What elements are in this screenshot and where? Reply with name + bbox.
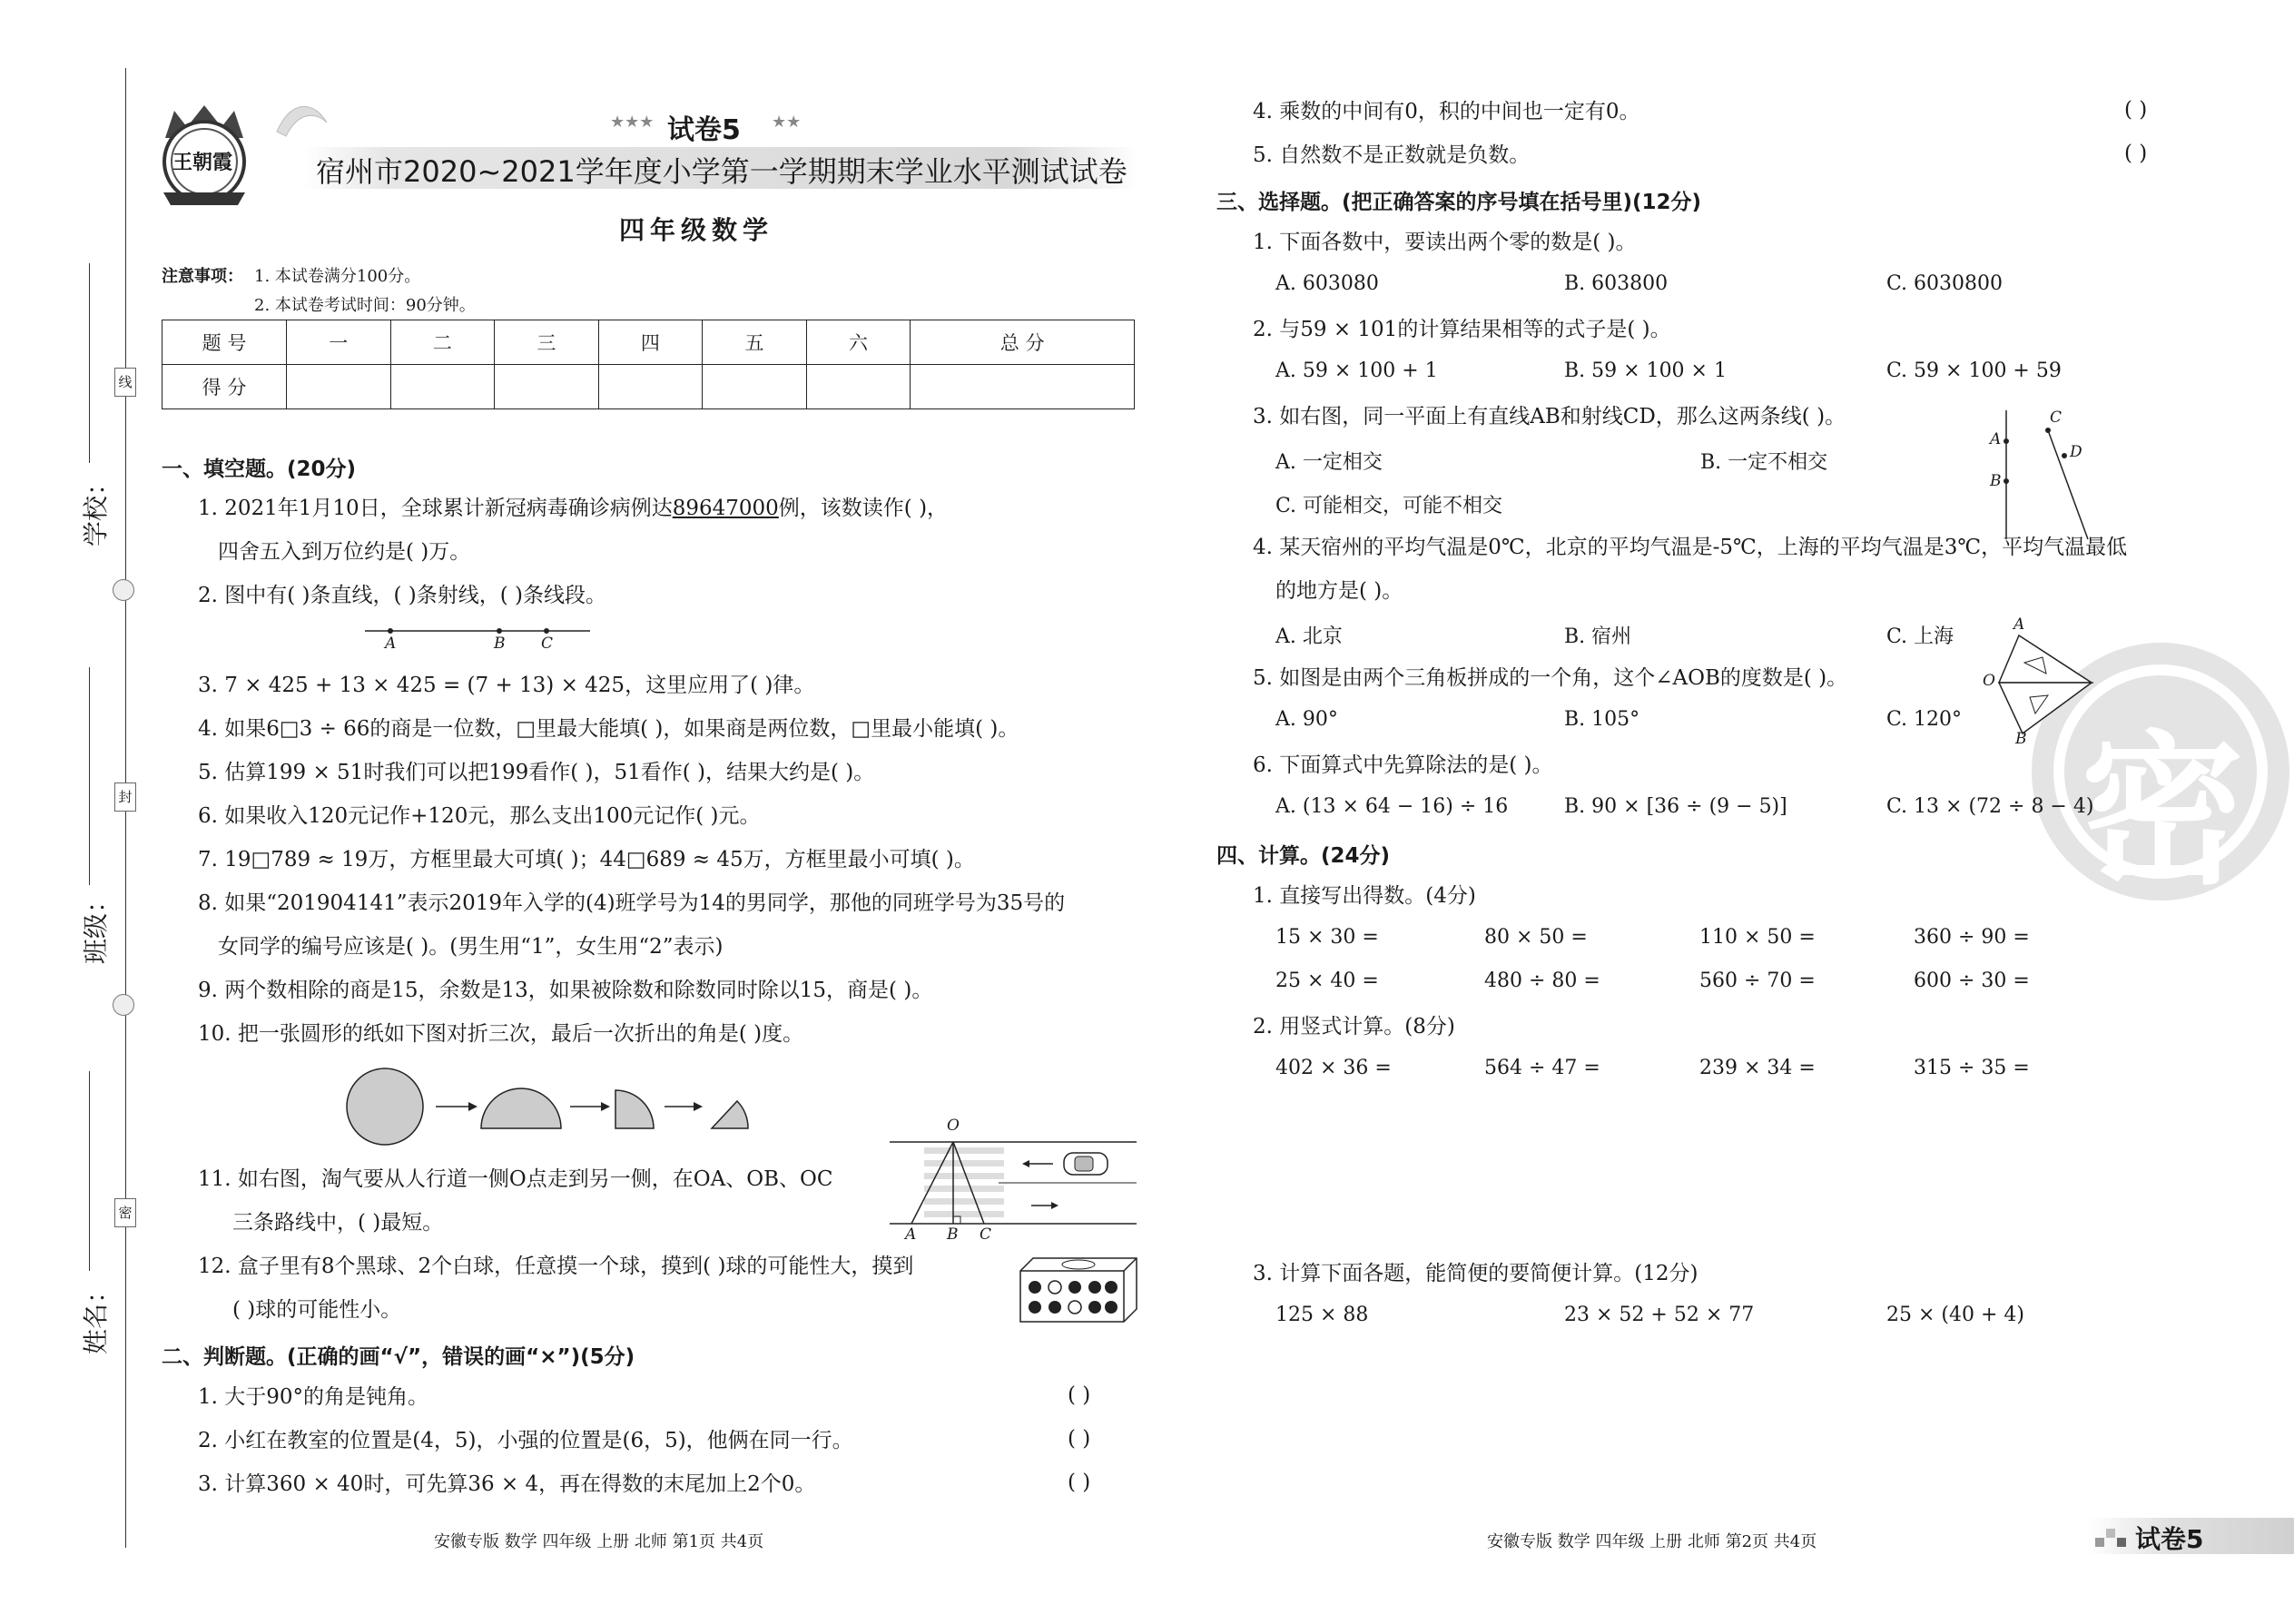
s2-q1-answer[interactable]: ( ) xyxy=(1068,1383,1091,1407)
s3-q4-opt-a[interactable]: A. 北京 xyxy=(1275,625,1343,648)
ribbon-decoration xyxy=(272,95,336,145)
s4-part1: 1. 直接写出得数。(4分) xyxy=(1253,884,1476,908)
exam-title: 宿州市2020~2021学年度小学第一学期期末学业水平测试试卷 xyxy=(316,154,1127,189)
s3-q3-label-b: B xyxy=(1990,472,2002,490)
s3-q4-line1: 4. 某天宿州的平均气温是0℃，北京的平均气温是-5℃，上海的平均气温是3℃，平均气温最低 xyxy=(1253,536,2128,559)
s1-q12-ballbox-figure xyxy=(1017,1255,1140,1325)
s4-p1-item: 15 × 30 = xyxy=(1275,926,1379,949)
score-cell[interactable] xyxy=(598,365,703,409)
logo-text: 王朝霞 xyxy=(172,151,233,174)
notes-label: 注意事项： xyxy=(162,267,243,286)
s1-q9: 9. 两个数相除的商是15，余数是13，如果被除数和除数同时除以15，商是( )。 xyxy=(198,979,933,1002)
score-col-1: 一 xyxy=(287,320,391,365)
s3-q6-opt-a[interactable]: A. (13 × 64 − 16) ÷ 16 xyxy=(1275,795,1509,818)
s1-q12-line1: 12. 盒子里有8个黑球、2个白球，任意摸一个球，摸到( )球的可能性大，摸到 xyxy=(198,1255,914,1278)
s4-part3: 3. 计算下面各题，能简便的要简便计算。(12分) xyxy=(1253,1262,1698,1285)
cut-mark-secret: 密 xyxy=(114,1198,136,1227)
s1-q1-number: 89647000 xyxy=(672,497,779,520)
paper-number: 试卷5 xyxy=(667,114,741,146)
class-blank[interactable] xyxy=(89,667,90,885)
s3-q2-opt-c[interactable]: C. 59 × 100 + 59 xyxy=(1886,359,2062,382)
score-cell[interactable] xyxy=(390,365,495,409)
s1-q6: 6. 如果收入120元记作+120元，那么支出100元记作( )元。 xyxy=(198,804,761,828)
s2-q2-answer[interactable]: ( ) xyxy=(1068,1427,1091,1451)
s1-q2-figure xyxy=(363,622,599,658)
s1-q11-label-o: O xyxy=(947,1117,960,1135)
s4-p1-item: 80 × 50 = xyxy=(1484,926,1588,949)
score-col-4: 四 xyxy=(598,320,703,365)
s1-q2-label-b: B xyxy=(494,635,506,653)
score-cell[interactable] xyxy=(287,365,391,409)
s4-p3-item: 23 × 52 + 52 × 77 xyxy=(1564,1304,1755,1326)
s2-q5-answer[interactable]: ( ) xyxy=(2124,142,2148,165)
s1-q12-line2: ( )球的可能性小。 xyxy=(232,1298,402,1322)
s1-q1-line2: 四舍五入到万位约是( )万。 xyxy=(218,540,471,564)
cut-mark-line: 线 xyxy=(114,368,136,397)
s2-q3-answer[interactable]: ( ) xyxy=(1068,1471,1091,1494)
s4-p1-item: 360 ÷ 90 = xyxy=(1914,926,2030,949)
score-col-6: 六 xyxy=(806,320,911,365)
name-blank[interactable] xyxy=(89,1071,90,1271)
s4-part2: 2. 用竖式计算。(8分) xyxy=(1253,1015,1455,1038)
s1-q11-line1: 11. 如右图，淘气要从人行道一侧O点走到另一侧，在OA、OB、OC xyxy=(198,1167,833,1191)
s1-q8-line1: 8. 如果“201904141”表示2019年入学的(4)班学号为14的男同学，那他的同班学号为35号的 xyxy=(198,891,1066,915)
s3-q5-opt-b[interactable]: B. 105° xyxy=(1564,708,1640,731)
s3-q1: 1. 下面各数中，要读出两个零的数是( )。 xyxy=(1253,231,1637,254)
s3-q1-opt-a[interactable]: A. 603080 xyxy=(1275,272,1379,295)
s3-q3-lines-figure xyxy=(1979,407,2097,543)
footer-tag: 试卷5 xyxy=(2135,1524,2204,1554)
logo xyxy=(156,102,252,211)
score-header-row xyxy=(162,320,1135,365)
s3-q3-label-c: C xyxy=(2050,408,2063,427)
s1-q5: 5. 估算199 × 51时我们可以把199看作( )，51看作( )，结果大约是( )。 xyxy=(198,761,875,784)
s3-q1-opt-c[interactable]: C. 6030800 xyxy=(1886,272,2004,295)
footer-left: 安徽专版 数学 四年级 上册 北师 第1页 共4页 xyxy=(434,1532,764,1551)
binding-hole-1 xyxy=(113,579,134,601)
s3-q5-triangle-figure xyxy=(1979,615,2097,750)
s2-q3: 3. 计算360 × 40时，可先算36 × 4，再在得数的末尾加上2个0。 xyxy=(198,1472,816,1496)
s1-q11-crosswalk-figure xyxy=(890,1117,1137,1249)
score-cell[interactable] xyxy=(703,365,807,409)
footer-right: 安徽专版 数学 四年级 上册 北师 第2页 共4页 xyxy=(1487,1532,1817,1551)
notes-item-1: 1. 本试卷满分100分。 xyxy=(254,267,421,286)
score-cell[interactable] xyxy=(495,365,599,409)
footer-tag-squares xyxy=(2095,1527,2132,1552)
s4-p1-item: 600 ÷ 30 = xyxy=(1914,969,2030,992)
s1-q7: 7. 19□789 ≈ 19万，方框里最大可填( )；44□689 ≈ 45万，方框里最小可填( )。 xyxy=(198,848,975,871)
s3-q6-opt-b[interactable]: B. 90 × [36 ÷ (9 − 5)] xyxy=(1564,795,1787,818)
s1-q3: 3. 7 × 425 + 13 × 425 = (7 + 13) × 425，这里应用了( )律。 xyxy=(198,674,815,697)
s3-q3: 3. 如右图，同一平面上有直线AB和射线CD，那么这两条线( )。 xyxy=(1253,405,1846,428)
score-col-total: 总 分 xyxy=(911,320,1135,365)
s2-q4: 4. 乘数的中间有0，积的中间也一定有0。 xyxy=(1253,100,1640,123)
cut-mark-seal: 封 xyxy=(114,782,136,812)
school-blank[interactable] xyxy=(89,263,90,463)
s3-q5-label-a: A xyxy=(2013,615,2025,634)
s3-q5-opt-a[interactable]: A. 90° xyxy=(1275,708,1338,731)
s3-q4-opt-b[interactable]: B. 宿州 xyxy=(1564,625,1632,648)
s2-q2: 2. 小红在教室的位置是(4，5)，小强的位置是(6，5)，他俩在同一行。 xyxy=(198,1429,853,1452)
s1-q1-line1 xyxy=(198,495,948,522)
s3-q4-opt-c[interactable]: C. 上海 xyxy=(1886,625,1954,648)
name-label: 姓名： xyxy=(81,1277,112,1355)
paper-stars-left: ★★★ xyxy=(610,113,655,132)
s3-q5-opt-c[interactable]: C. 120° xyxy=(1886,708,1963,731)
section3-title: 三、选择题。(把正确答案的序号填在括号里)(12分) xyxy=(1216,191,1702,214)
section4-title: 四、计算。(24分) xyxy=(1216,844,1391,868)
score-cell[interactable] xyxy=(806,365,911,409)
s4-p2-item: 402 × 36 = xyxy=(1275,1057,1392,1079)
s1-q11-label-a: A xyxy=(905,1225,917,1244)
s3-q6: 6. 下面算式中先算除法的是( )。 xyxy=(1253,753,1553,777)
s4-p1-item: 25 × 40 = xyxy=(1275,969,1379,992)
s1-q11-label-c: C xyxy=(980,1225,992,1244)
s4-p3-item: 25 × (40 + 4) xyxy=(1886,1304,2024,1326)
s1-q10: 10. 把一张圆形的纸如下图对折三次，最后一次折出的角是( )度。 xyxy=(198,1022,804,1046)
s3-q4-line2: 的地方是( )。 xyxy=(1275,579,1403,603)
s3-q5: 5. 如图是由两个三角板拼成的一个角，这个∠AOB的度数是( )。 xyxy=(1253,666,1848,690)
score-value-row xyxy=(162,365,1135,409)
s1-q10-folding-figure xyxy=(345,1067,763,1148)
score-col-3: 三 xyxy=(495,320,599,365)
s2-q5: 5. 自然数不是正数就是负数。 xyxy=(1253,143,1531,167)
s1-q8-line2: 女同学的编号应该是( )。(男生用“1”，女生用“2”表示) xyxy=(218,935,724,959)
section2-title: 二、判断题。(正确的画“√”，错误的画“×”)(5分) xyxy=(162,1345,635,1369)
s3-q5-label-o: O xyxy=(1983,672,1995,690)
s3-q3-opt-c[interactable]: C. 可能相交，可能不相交 xyxy=(1275,495,1503,517)
s3-q2-opt-b[interactable]: B. 59 × 100 × 1 xyxy=(1564,359,1727,382)
s1-q11-line2: 三条路线中，( )最短。 xyxy=(232,1211,444,1235)
score-table xyxy=(162,320,1135,409)
class-label: 班级： xyxy=(81,887,112,965)
paper-stars-right: ★★ xyxy=(772,113,802,132)
s1-q1-text-a: 1. 2021年1月10日，全球累计新冠病毒确诊病例达 xyxy=(198,497,673,520)
s2-q4-answer[interactable]: ( ) xyxy=(2124,98,2148,122)
score-cell[interactable] xyxy=(911,365,1135,409)
watermark-char: 密 xyxy=(2081,715,2245,907)
s1-q1-text-b: 例，该数读作( )， xyxy=(778,497,949,520)
s4-p1-item: 480 ÷ 80 = xyxy=(1484,969,1600,992)
s4-p2-item: 239 × 34 = xyxy=(1699,1057,1816,1079)
school-label: 学校： xyxy=(81,469,112,547)
s3-q5-label-b: B xyxy=(2015,730,2027,748)
score-col-5: 五 xyxy=(703,320,807,365)
section1-title: 一、填空题。(20分) xyxy=(162,458,357,481)
binding-hole-2 xyxy=(113,994,134,1016)
s4-p2-item: 564 ÷ 47 = xyxy=(1484,1057,1600,1079)
s3-q1-opt-b[interactable]: B. 603800 xyxy=(1564,272,1669,295)
s3-q3-label-a: A xyxy=(1990,430,2002,448)
s1-q2: 2. 图中有( )条直线，( )条射线，( )条线段。 xyxy=(198,584,607,607)
score-col-2: 二 xyxy=(390,320,495,365)
s4-p3-item: 125 × 88 xyxy=(1275,1304,1369,1326)
s3-q6-opt-c[interactable]: C. 13 × (72 ÷ 8 − 4) xyxy=(1886,795,2094,818)
s1-q2-label-a: A xyxy=(385,635,397,653)
s4-p1-item: 110 × 50 = xyxy=(1699,926,1816,949)
s4-p2-item: 315 ÷ 35 = xyxy=(1914,1057,2030,1079)
subject-title: 四年级数学 xyxy=(619,215,774,245)
s1-q4: 4. 如果6□3 ÷ 66的商是一位数，□里最大能填( )，如果商是两位数，□里最小能填( )。 xyxy=(198,717,1019,741)
s1-q11-label-b: B xyxy=(947,1225,959,1244)
s3-q3-opt-a[interactable]: A. 一定相交 xyxy=(1275,451,1383,474)
s3-q2-opt-a[interactable]: A. 59 × 100 + 1 xyxy=(1275,359,1438,382)
score-col-label: 题 号 xyxy=(162,320,287,365)
notes-item-2: 2. 本试卷考试时间：90分钟。 xyxy=(254,296,476,315)
s1-q2-label-c: C xyxy=(541,635,554,653)
s3-q2: 2. 与59 × 101的计算结果相等的式子是( )。 xyxy=(1253,318,1671,341)
s3-q3-opt-b[interactable]: B. 一定不相交 xyxy=(1700,451,1828,474)
s3-q3-label-d: D xyxy=(2070,443,2082,461)
s2-q1: 1. 大于90°的角是钝角。 xyxy=(198,1385,429,1409)
s4-p1-item: 560 ÷ 70 = xyxy=(1699,969,1816,992)
score-row-label: 得 分 xyxy=(162,365,287,409)
